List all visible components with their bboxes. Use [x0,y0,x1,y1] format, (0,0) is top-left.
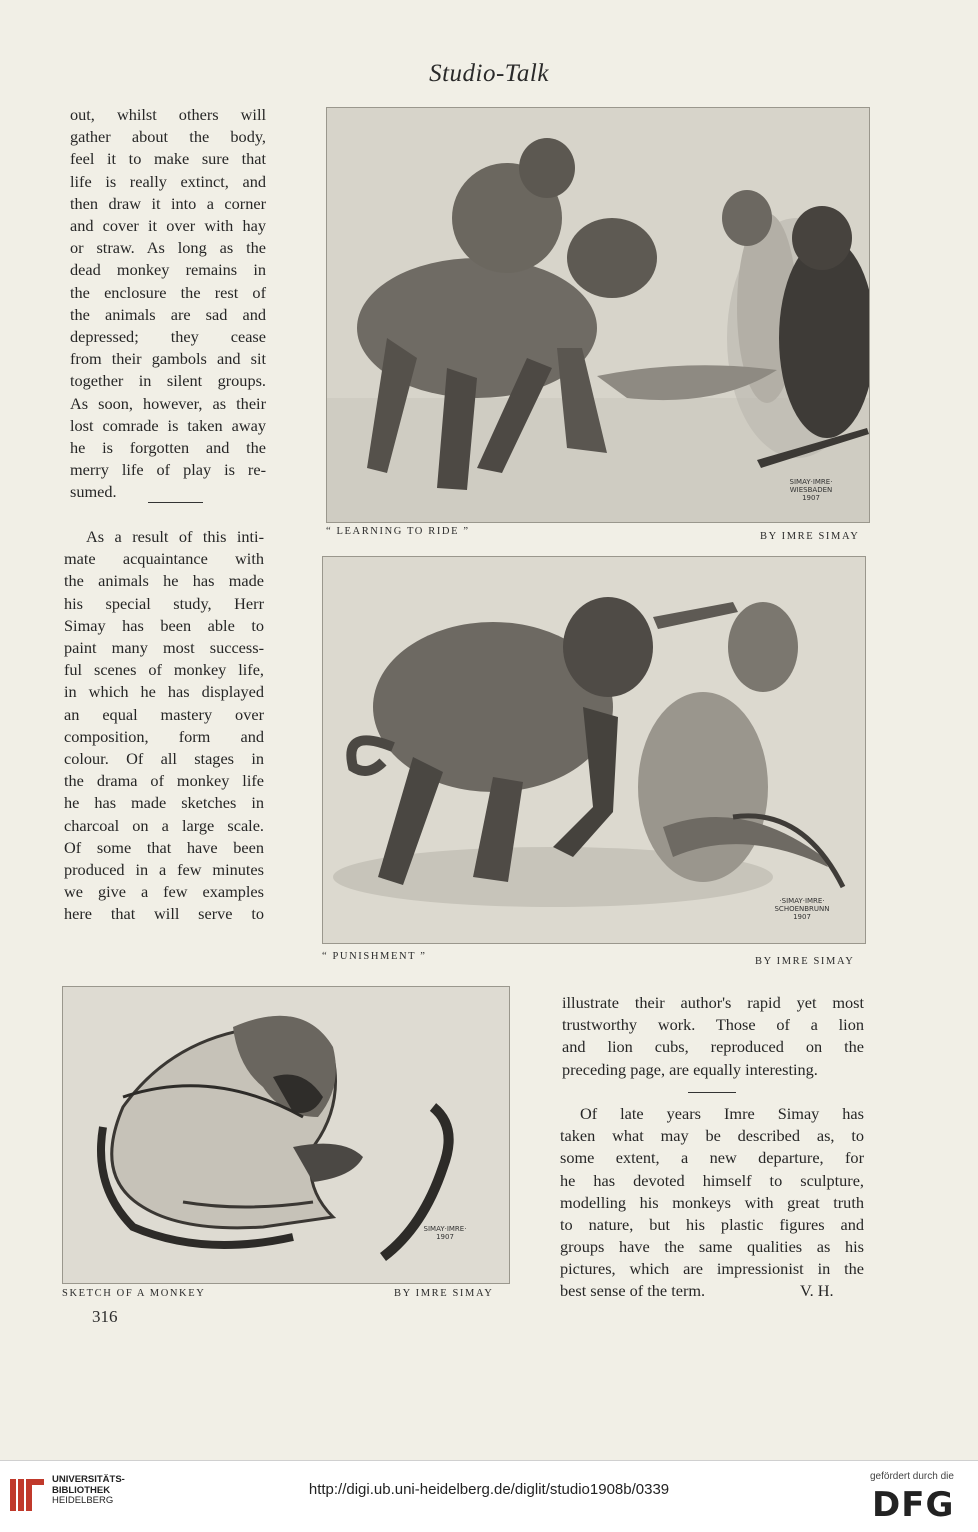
text-line: colour. Of all stages in [64,749,264,769]
text-line: mate acquaintance with [64,549,264,569]
text-line: ful scenes of monkey life, [64,660,264,680]
author-initials: V. H. [800,1281,834,1300]
text-line: As soon, however, as their [70,393,266,413]
section-divider [688,1092,736,1093]
signature-line: SIMAY·IMRE· [423,1225,467,1233]
text-line: and lion cubs, reproduced on the [562,1037,864,1057]
text-line: and cover it over with hay [70,216,266,236]
digitization-footer [0,1460,978,1532]
text-line: some extent, a new departure, for [560,1148,864,1168]
text-line: Of late years Imre Simay has [580,1104,864,1123]
punishment-drawing [323,557,865,943]
illustration-learning-to-ride [326,107,870,523]
running-title: Studio-Talk [429,60,549,87]
signature-line: 1907 [793,913,811,921]
text-line: sumed. [70,482,117,502]
caption-credit: BY IMRE SIMAY [394,1288,494,1299]
text-line: his special study, Herr [64,593,264,613]
right-column-paragraph-2 [560,1103,864,1281]
text-line: gather about the body, [70,127,266,147]
text-line: we give a few examples [64,882,264,902]
text-line: here that will serve to [64,904,264,924]
permalink-url[interactable]: http://digi.ub.uni-heidelberg.de/diglit/studio1908b/0339 [308,1481,670,1498]
signature-line: WIESBADEN [789,486,833,494]
text-line: then draw it into a corner [70,193,266,213]
signature-line: ·SIMAY·IMRE· [779,897,825,905]
text-line: charcoal on a large scale. [64,815,264,835]
library-name-line: HEIDELBERG [52,1495,114,1506]
closing-text: best sense of the term. [560,1281,706,1300]
learning-to-ride-drawing [327,108,869,522]
text-line: he has devoted himself to sculpture, [560,1170,864,1190]
illustration-sketch-of-a-monkey [62,986,510,1284]
right-column-paragraph-1 [562,992,864,1081]
text-line: merry life of play is re- [70,460,266,480]
text-line: pictures, which are impressionist in the [560,1259,864,1279]
caption-title: “ LEARNING TO RIDE ” [326,526,470,537]
signature-line: 1907 [802,494,820,502]
text-line: Simay has been able to [64,615,264,635]
text-line: Of some that have been [64,837,264,857]
text-line: or straw. As long as the [70,238,266,258]
closing-line [560,1280,864,1302]
caption-credit: BY IMRE SIMAY [755,956,855,967]
funded-by-label: gefördert durch die [870,1471,954,1482]
text-line: in which he has displayed [64,682,264,702]
text-line: modelling his monkeys with great truth [560,1192,864,1212]
caption-credit: BY IMRE SIMAY [760,531,860,542]
text-line: feel it to make sure that [70,149,266,169]
text-line: together in silent groups. [70,371,266,391]
text-line: from their gambols and sit [70,349,266,369]
text-line: produced in a few minutes [64,860,264,880]
text-line: out, whilst others will [70,105,266,124]
text-line: dead monkey remains in [70,260,266,280]
left-column-paragraph-2 [64,526,264,926]
text-line: groups have the same qualities as his [560,1237,864,1257]
illustration-punishment [322,556,866,944]
text-line: depressed; they cease [70,327,266,347]
text-line: preceding page, are equally interesting. [562,1059,818,1079]
page-number: 316 [92,1307,118,1326]
text-line: illustrate their author's rapid yet most [562,993,864,1012]
left-column-paragraph-1 [70,104,266,504]
text-line: As a result of this inti- [86,527,264,546]
text-line: composition, form and [64,726,264,746]
text-line: taken what may be described as, to [560,1126,864,1146]
dfg-logo: DFG [872,1485,955,1525]
text-line: he is forgotten and the [70,438,266,458]
library-name-line: UNIVERSITÄTS- [52,1474,125,1485]
section-divider [148,502,203,503]
library-name-line: BIBLIOTHEK [52,1484,111,1496]
signature-line: SIMAY·IMRE· [789,478,833,486]
text-line: an equal mastery over [64,704,264,724]
signature-line: SCHOENBRUNN [774,905,830,913]
text-line: trustworthy work. Those of a lion [562,1015,864,1035]
text-line: the animals are sad and [70,304,266,324]
text-line: life is really extinct, and [70,171,266,191]
text-line: lost comrade is taken away [70,415,266,435]
text-line: paint many most success- [64,638,264,658]
caption-title: “ PUNISHMENT ” [322,951,427,962]
caption-title: SKETCH OF A MONKEY [62,1288,206,1299]
text-line: to nature, but his plastic figures and [560,1215,864,1235]
signature-line: 1907 [436,1233,454,1241]
text-line: the animals he has made [64,571,264,591]
text-line: the drama of monkey life [64,771,264,791]
text-line: he has made sketches in [64,793,264,813]
text-line: the enclosure the rest of [70,282,266,302]
